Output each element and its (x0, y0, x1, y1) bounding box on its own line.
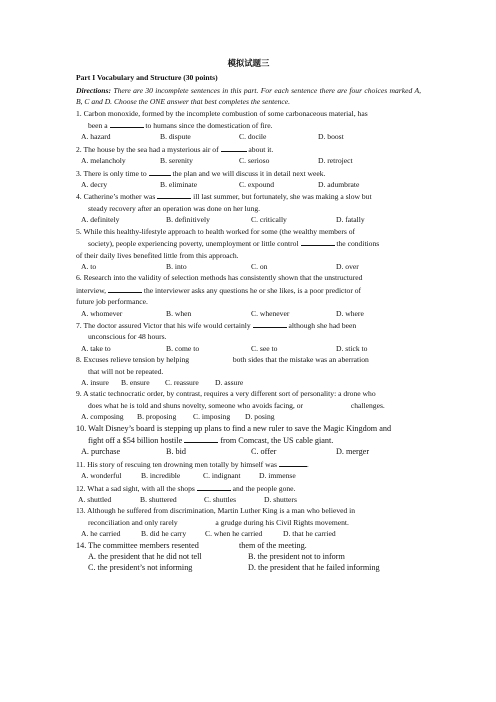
option-c[interactable]: C. offer (251, 447, 277, 457)
directions-text: There are 30 incomplete sentences in this part. For each sentence there are four choices marked A, B, C and D. Choose the ONE answer that best completes the sentence. (76, 85, 421, 107)
answer-blank[interactable] (110, 119, 144, 128)
option-d[interactable]: D. fatally (336, 215, 365, 225)
exam-page (76, 58, 421, 574)
option-d[interactable]: D. the president that he failed informing (248, 563, 380, 573)
options (76, 131, 421, 142)
question-1: 1. Carbon monoxide, formed by the incomplete combustion of some carbonaceous material, has been a to humans since the domestication of fire. A. hazard B. dispute C. docile D. boost (76, 108, 421, 143)
option-d[interactable]: D. immense (259, 471, 296, 481)
question-6: 6. Research into the validity of selection methods has consistently shown that the unstructured interview, the interviewer asks any questions he or she likes, is a poor predictor of future job performance. A. whomever B. when C. whenever D. where (76, 272, 421, 319)
answer-blank[interactable] (108, 284, 142, 293)
question-8: 8. Excuses relieve tension by helping both sides that the mistake was an aberration that will not be repeated. A. insure B. ensure C. reassure D. assure (76, 354, 421, 388)
option-a[interactable]: A. insure (81, 377, 109, 387)
option-d[interactable]: D. merger (336, 447, 370, 457)
option-b[interactable]: B. bid (166, 447, 187, 457)
option-c[interactable]: C. when he carried (205, 529, 263, 539)
option-c[interactable]: C. serioso (239, 156, 270, 166)
option-b[interactable]: B. the president not to inform (248, 552, 345, 562)
question-4: 4. Catherine’s mother was ill last summer, but fortunately, she was making a slow but steady recovery after an operation was done on her lung. A. definitely B. definitively C. critically D. fatally (76, 190, 421, 225)
option-d[interactable]: D. assure (215, 377, 244, 387)
option-c[interactable]: C. indignant (203, 471, 241, 481)
option-c[interactable]: C. see to (251, 343, 278, 353)
question-7: 7. The doctor assured Victor that his wife would certainly although she had been unconscious for 48 hours. A. take to B. come to C. see to D. stick to (76, 319, 421, 354)
question-14: 14. The committee members resented them of the meeting. A. the president that he did not tell B. the president not to inform C. the president’s not informing D. the president that he failed informing (76, 540, 421, 574)
answer-blank[interactable] (221, 143, 247, 152)
answer-blank[interactable] (149, 167, 171, 176)
option-b[interactable]: B. proposing (137, 412, 177, 422)
option-c[interactable]: C. shuttles (204, 495, 237, 505)
question-11: 11. His story of rescuing ten drowning men totally by himself was . A. wonderful B. incredible C. indignant D. immense (76, 458, 421, 482)
question-5: 5. While this healthy-lifestyle approach to health worked for some (the wealthy members of society), people experiencing poverty, unemployment or little control the conditions of their daily lives benefited little from this approach. A. to B. into C. on D. over (76, 226, 421, 273)
question-13: 13. Although he suffered from discrimination, Martin Luther King is a man who believed in reconciliation and only rarely a grudge during his Civil Rights movement. A. he carried B. did he carry C. when he carried D. that he carried (76, 505, 421, 539)
option-b[interactable]: B. shuttered (140, 495, 177, 505)
option-c[interactable]: C. expound (239, 180, 275, 190)
question-10: 10. Walt Disney’s board is stepping up plans to find a new ruler to save the Magic Kingdom and fight off a $54 billion hostile from Comcast, the US cable giant. A. purchase B. bid C. offer D. merger (76, 423, 421, 458)
answer-blank[interactable] (197, 482, 231, 491)
option-c[interactable]: C. whenever (251, 308, 290, 318)
option-c[interactable]: C. on (251, 261, 268, 271)
options (76, 343, 421, 354)
option-c[interactable]: C. critically (251, 215, 287, 225)
option-c[interactable]: C. imposing (193, 412, 231, 422)
options (76, 562, 421, 573)
options (76, 494, 421, 505)
options (76, 155, 421, 166)
option-a[interactable]: A. he carried (81, 529, 121, 539)
option-b[interactable]: B. incredible (141, 471, 181, 481)
answer-blank[interactable] (157, 190, 191, 199)
question-12: 12. What a sad sight, with all the shops and the people gone. A. shuttled B. shuttered C. shuttles D. shutters (76, 482, 421, 506)
option-a[interactable]: A. definitely (81, 215, 120, 225)
option-d[interactable]: D. over (336, 261, 359, 271)
option-c[interactable]: C. reassure (165, 377, 199, 387)
options (76, 528, 421, 539)
options (76, 308, 421, 319)
option-b[interactable]: B. did he carry (141, 529, 187, 539)
option-b[interactable]: B. ensure (121, 377, 150, 387)
part-heading: Part I Vocabulary and Structure (30 points) (76, 73, 218, 83)
option-d[interactable]: D. adumbrate (318, 180, 360, 190)
options (76, 551, 421, 562)
answer-blank[interactable] (253, 319, 287, 328)
option-d[interactable]: D. where (336, 308, 364, 318)
option-d[interactable]: D. stick to (336, 343, 368, 353)
option-a[interactable]: A. to (81, 261, 97, 271)
question-3: 3. There is only time to the plan and we will discuss it in detail next week. A. decry B. eliminate C. expound D. adumbrate (76, 167, 421, 191)
options (76, 446, 421, 457)
option-a[interactable]: A. hazard (81, 132, 111, 142)
option-a[interactable]: A. melancholy (81, 156, 126, 166)
answer-blank[interactable] (301, 237, 335, 246)
question-9: 9. A static technocratic order, by contrast, requires a very different sort of personality: a drone who does what he is told and shuns novelty, someone who avoids facing, or challenges. A. composing B. proposing C. imposing D. posing (76, 388, 421, 422)
directions (76, 85, 421, 108)
option-a[interactable]: A. take to (81, 343, 111, 353)
option-a[interactable]: A. wonderful (81, 471, 122, 481)
option-a[interactable]: A. decry (81, 180, 108, 190)
option-a[interactable]: A. composing (81, 412, 124, 422)
option-b[interactable]: B. dispute (160, 132, 191, 142)
options (76, 214, 421, 225)
option-a[interactable]: A. purchase (81, 447, 121, 457)
option-d[interactable]: D. shutters (264, 495, 297, 505)
option-a[interactable]: A. whomever (81, 308, 123, 318)
option-b[interactable]: B. into (166, 261, 187, 271)
page-title: 模拟试题三 (227, 59, 270, 68)
option-b[interactable]: B. eliminate (160, 180, 198, 190)
option-a[interactable]: A. shuttled (78, 495, 112, 505)
options (76, 470, 421, 481)
option-d[interactable]: D. that he carried (283, 529, 336, 539)
option-b[interactable]: B. serenity (160, 156, 193, 166)
option-b[interactable]: B. definitively (166, 215, 210, 225)
answer-blank[interactable] (184, 434, 218, 443)
option-c[interactable]: C. the president’s not informing (88, 563, 193, 573)
options (76, 377, 421, 388)
option-b[interactable]: B. when (166, 308, 192, 318)
option-a[interactable]: A. the president that he did not tell (88, 552, 202, 562)
option-d[interactable]: D. retroject (318, 156, 353, 166)
option-d[interactable]: D. posing (245, 412, 275, 422)
question-2: 2. The house by the sea had a mysterious air of about it. A. melancholy B. serenity C. serioso D. retroject (76, 143, 421, 167)
options (76, 261, 421, 272)
option-d[interactable]: D. boost (318, 132, 344, 142)
option-b[interactable]: B. come to (166, 343, 200, 353)
answer-blank[interactable] (279, 458, 307, 467)
option-c[interactable]: C. docile (239, 132, 267, 142)
options (76, 411, 421, 422)
directions-label: Directions: (76, 85, 112, 95)
options (76, 179, 421, 190)
